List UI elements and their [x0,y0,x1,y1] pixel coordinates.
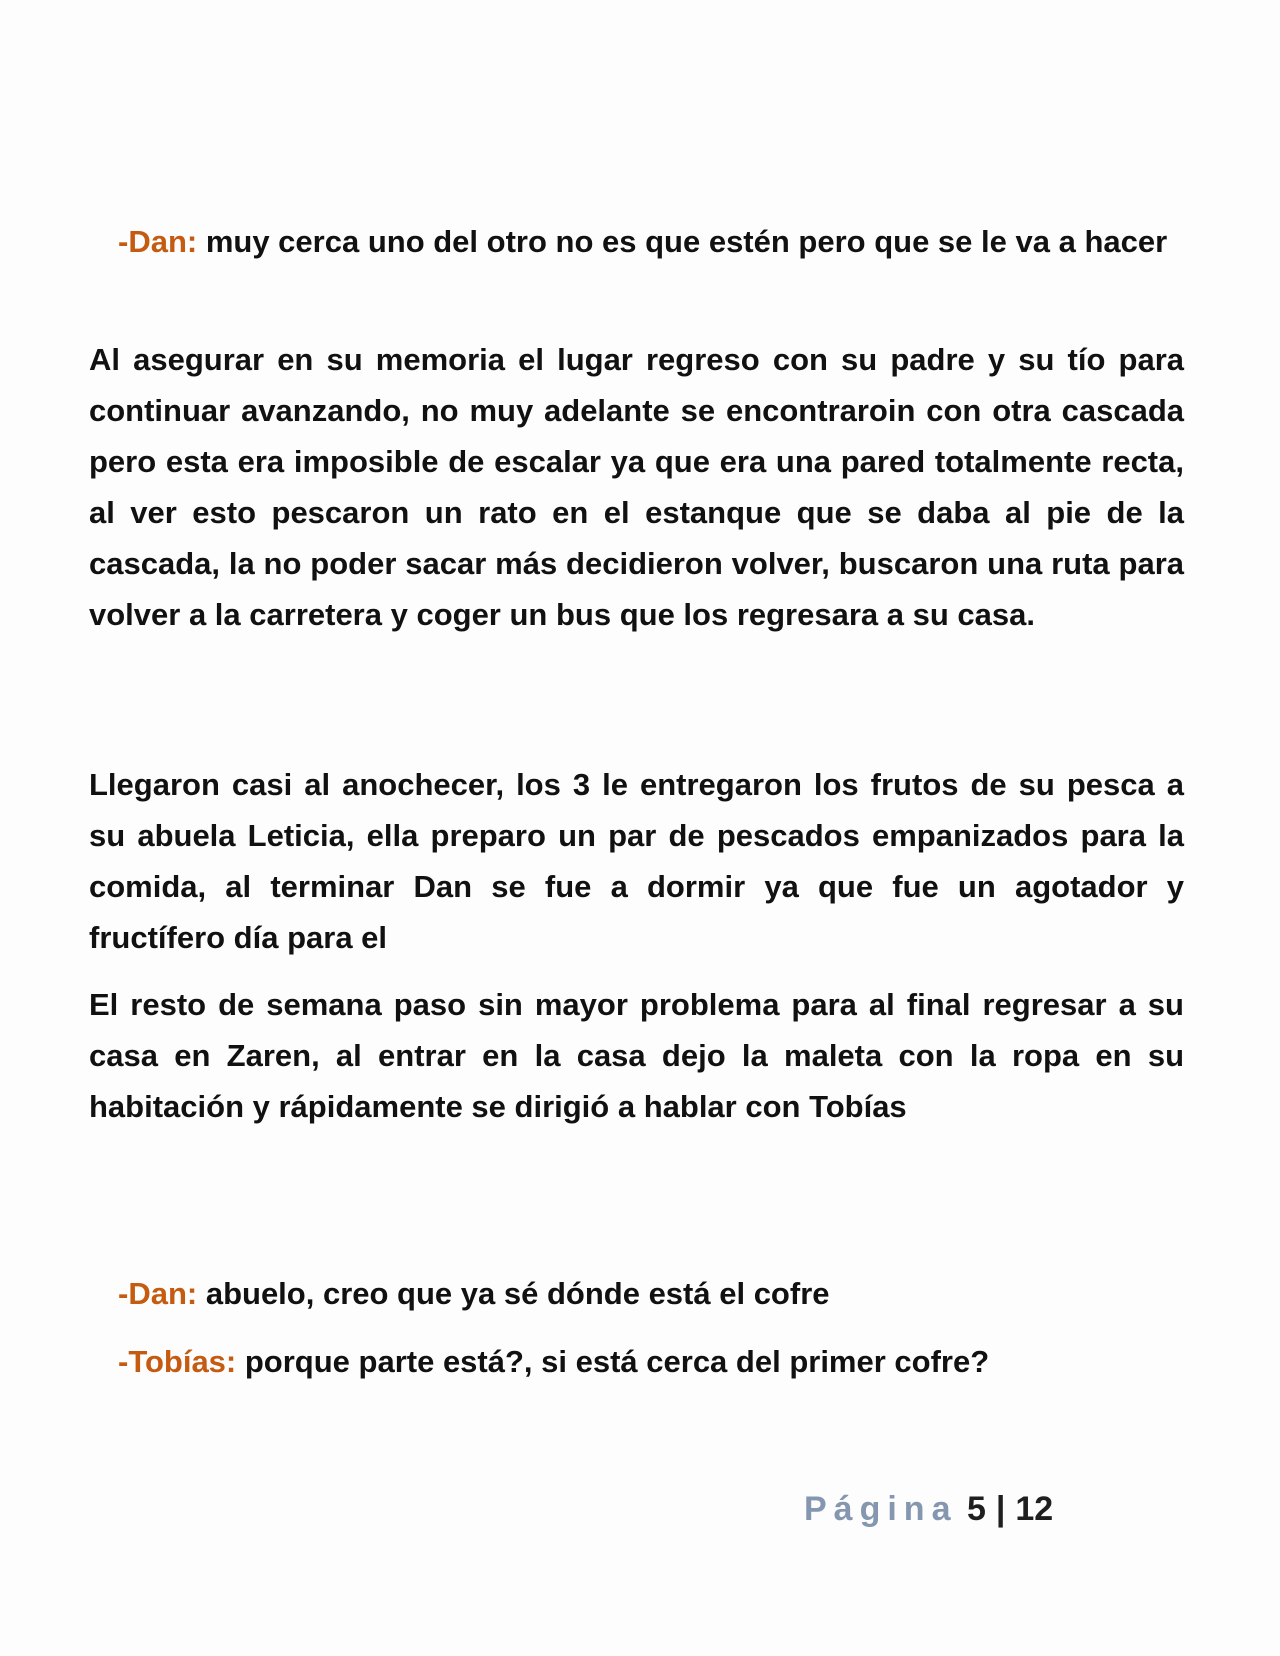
dialogue-line [118,1336,1184,1387]
dialogue-line [118,1268,1184,1319]
page-label: Página [804,1490,958,1528]
speaker-label: -Dan: [118,224,198,259]
dialogue-line [118,216,1184,267]
page-footer [804,1490,1053,1529]
page-separator: | [995,1490,1006,1528]
page-total: 12 [1015,1490,1054,1528]
narrative-paragraph: El resto de semana paso sin mayor problema para al final regresar a su casa en Zaren, al entrar en la casa dejo la maleta con la ropa en su habitación y rápidamente se dirigió a hablar con Tobías [89,987,1184,1124]
speaker-label: -Tobías: [118,1344,237,1379]
narrative-paragraph: Llegaron casi al anochecer, los 3 le entregaron los frutos de su pesca a su abuela Leticia, ella preparo un par de pescados empanizados para la comida, al terminar Dan se fue a dormir ya que fue un agotador y fructífero día para el [89,767,1184,955]
page-number: 5 [966,1490,986,1528]
dialogue-text: muy cerca uno del otro no es que estén pero que se le va a hacer [197,224,1168,259]
speaker-label: -Dan: [118,1276,198,1311]
dialogue-text: porque parte está?, si está cerca del primer cofre? [236,1344,990,1379]
dialogue-text: abuelo, creo que ya sé dónde está el cofre [197,1276,830,1311]
narrative-paragraph: Al asegurar en su memoria el lugar regreso con su padre y su tío para continuar avanzando, no muy adelante se encontraroin con otra cascada pero esta era imposible de escalar ya que era una pared totalmente recta, al ver esto pescaron un rato en el estanque que se daba al pie de la cascada, la no poder sacar más decidieron volver, buscaron una ruta para volver a la carretera y coger un bus que los regresara a su casa. [89,342,1184,632]
